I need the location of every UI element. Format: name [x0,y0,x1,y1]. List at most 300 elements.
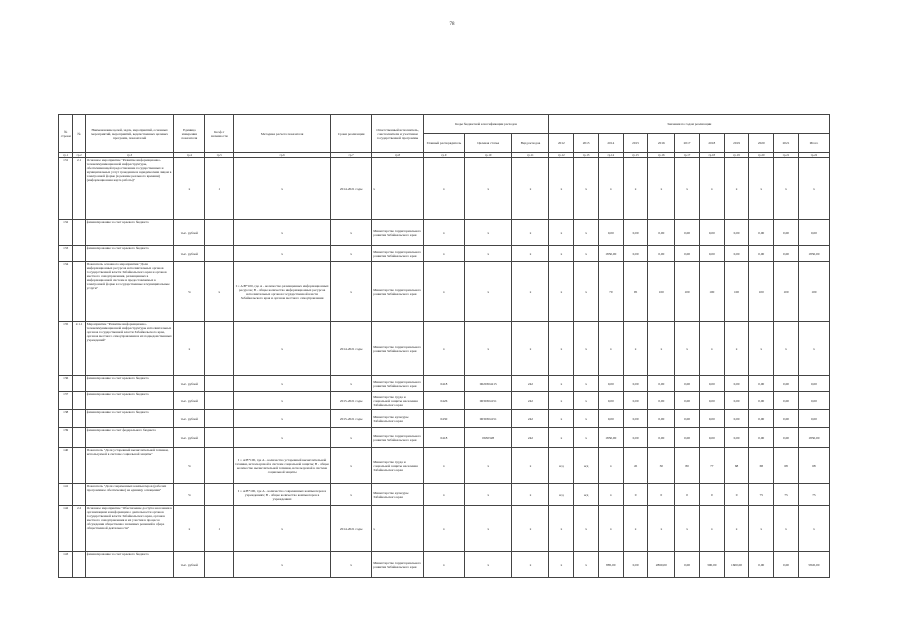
row-unit: тыс. рублей [174,376,205,392]
row-year-value: х [574,246,599,262]
row-year-value: х [749,506,774,552]
header-year: 2018 [699,134,724,153]
row-name: финансирование за счет краевого бюджета [85,220,174,246]
row-name: Показатель основного мероприятия "Доля информационных ресурсов исполнительных органов государственной власти Забайкальского края и органов местного самоуправления, размещенных в информационной системе и предоставляемых в электронной форме в государственные и муниципальные услуги" [85,262,174,322]
row-year-value: 68 [798,448,829,484]
row-year-value: 0,00 [699,220,724,246]
header-year-values: Значения по годам реализации [549,115,830,134]
row-budget-article: 0620304215 [464,376,511,392]
row-year-value: 0,00 [598,376,623,392]
row-coefficient [205,448,234,484]
column-number: гр.11 [512,153,549,158]
row-year-value: 75 [798,484,829,506]
row-year-value: 0 [724,484,749,506]
item-number: 2.1 [73,158,85,220]
row-year-value: 0,00 [598,410,623,428]
row-coefficient [205,376,234,392]
row-name: финансирование за счет краевого бюджета [85,552,174,578]
row-name: финансирование за счет краевого бюджета [85,376,174,392]
row-year-value: 75 [749,484,774,506]
row-year-value: 100 [774,262,799,322]
row-year-value: 0,00 [774,410,799,428]
row-method: х [234,506,331,552]
row-year-value: х [798,322,829,376]
row-year-value: 0,00 [749,552,774,578]
row-year-value: х [549,262,574,322]
row-year-value: 68 [774,448,799,484]
row-year-value: 1850,00 [798,246,829,262]
column-number: гр.19 [724,153,749,158]
header-budget-codes: Коды бюджетной классификации расходов [423,115,549,134]
row-year-value: н/д [574,448,599,484]
item-number [73,428,85,448]
row-budget-admin: х [423,158,464,220]
row-year-value: 100 [798,262,829,322]
row-year-value: 100 [699,262,724,322]
row-year-value: х [549,410,574,428]
row-year-value: х [549,322,574,376]
header-row-1 [59,115,830,134]
row-term: х [331,246,372,262]
row-year-value: х [598,484,623,506]
row-number: 138 [59,410,73,428]
column-number: гр.21 [774,153,799,158]
table-row [59,220,830,246]
row-budget-expense-type: 242 [512,392,549,410]
row-method: х [234,552,331,578]
row-year-value: 0,00 [749,392,774,410]
row-number: 136 [59,376,73,392]
row-year-value: 0,00 [699,376,724,392]
row-term: 2014-2021 годы [331,322,372,376]
column-number: гр.12 [549,153,574,158]
row-year-value: х [675,506,700,552]
row-name: Основное мероприятие "Развитие информационно-телекоммуникационной инфраструктуры, обеспечивающей предоставление государственных и муниципальных услуг гражданам и юридическим лицам в электронной форме (в режиме реального времени) (информационная карта работы)" [85,158,174,220]
row-year-value: х [724,506,749,552]
row-year-value: 0,00 [648,410,675,428]
row-coefficient [205,322,234,376]
row-year-value: 0,00 [724,428,749,448]
table-row [59,392,830,410]
row-year-value: х [574,322,599,376]
row-name: финансирование за счет федерального бюджета [85,428,174,448]
table-row [59,448,830,484]
row-budget-article: х [464,448,511,484]
row-unit: х [174,322,205,376]
row-year-value: 0,00 [675,392,700,410]
program-table-wrapper [58,114,830,634]
row-year-value: 0,00 [623,376,648,392]
row-name: финансирование за счет краевого бюджета [85,392,174,410]
header-row-number: № строки [59,115,73,153]
row-method: х [234,246,331,262]
table-row [59,428,830,448]
row-year-value: х [648,322,675,376]
row-budget-expense-type: х [512,158,549,220]
row-number: 132 [59,220,73,246]
row-number: 142 [59,506,73,552]
row-year-value: х [574,392,599,410]
header-year: Итого [798,134,829,153]
row-year-value: 0,00 [724,410,749,428]
row-term: х [331,428,372,448]
row-term: х [331,262,372,322]
column-number: гр.18 [699,153,724,158]
row-year-value: 0 [699,484,724,506]
row-year-value: 0,00 [623,410,648,428]
row-year-value: 77 [699,448,724,484]
row-year-value: 68 [749,448,774,484]
row-executor: х [372,158,424,220]
header-year: 2021 [774,134,799,153]
row-year-value: 0,00 [724,220,749,246]
row-year-value: 1600,00 [724,552,749,578]
row-budget-expense-type: х [512,220,549,246]
row-budget-expense-type: х [512,484,549,506]
row-year-value: 68 [724,448,749,484]
row-budget-expense-type: х [512,262,549,322]
row-budget-expense-type: х [512,322,549,376]
row-year-value: 0,00 [675,552,700,578]
row-coefficient: 1 [205,506,234,552]
row-budget-expense-type: х [512,448,549,484]
row-year-value: х [598,322,623,376]
row-year-value: 0,00 [774,376,799,392]
row-year-value: 0,00 [699,410,724,428]
row-year-value: х [598,448,623,484]
row-year-value: х [774,506,799,552]
row-number: 139 [59,428,73,448]
row-number: 135 [59,322,73,376]
row-budget-admin: 0418 [423,428,464,448]
row-year-value: н/д [549,448,574,484]
row-name: Показатель "Доля современных компьютеров (рабочих программное обеспечение) на единицу оснащения" [85,484,174,506]
row-name: финансирование за счет краевого бюджета [85,410,174,428]
row-budget-admin: 0418 [423,376,464,392]
row-budget-expense-type: х [512,246,549,262]
row-budget-article: х [464,506,511,552]
column-number: гр.22 [798,153,829,158]
row-coefficient: 1 [205,158,234,220]
row-budget-article: х [464,552,511,578]
row-number: 131 [59,158,73,220]
table-row [59,158,830,220]
header-year: 2013 [574,134,599,153]
row-budget-admin: х [423,448,464,484]
row-year-value: 0,00 [675,376,700,392]
row-executor: Министерство территориального развития Забайкальского края [372,220,424,246]
column-number: гр.14 [598,153,623,158]
row-method: I = А/В*100, где А - количество размещенных информационных ресурсов; В - общее количество информационных ресурсов исполнительных органов государственной власти Забайкальского края и органов местного самоуправления [234,262,331,322]
row-year-value: 0,00 [648,376,675,392]
row-year-value: х [574,428,599,448]
row-year-value: 0,00 [699,246,724,262]
row-executor: Министерство территориального развития Забайкальского края [372,262,424,322]
row-number: 143 [59,552,73,578]
row-method: х [234,322,331,376]
table-row [59,552,830,578]
header-year: 2016 [648,134,675,153]
row-year-value: х [623,158,648,220]
row-year-value: х [699,158,724,220]
row-year-value: 0,00 [699,428,724,448]
item-number [73,410,85,428]
row-year-value: 0 [623,484,648,506]
row-year-value: н/д [549,484,574,506]
row-year-value: х [549,158,574,220]
row-executor: Министерство территориального развития Забайкальского края [372,552,424,578]
row-method: х [234,376,331,392]
row-year-value: х [798,506,829,552]
row-year-value: 0,00 [774,552,799,578]
column-number: гр.20 [749,153,774,158]
item-number [73,392,85,410]
row-year-value: 0,00 [648,246,675,262]
row-budget-admin: х [423,262,464,322]
row-method: I = А/В*100, где А - количество современных компьютеров в учреждениях; В - общее количество компьютеров в учреждениях [234,484,331,506]
row-year-value: 0,00 [774,392,799,410]
row-executor: Министерство труда и социальной защиты населения Забайкальского края [372,448,424,484]
row-term: 2014-2021 годы [331,506,372,552]
row-name: Мероприятие "Развитие информационно-телекоммуникационной инфраструктуры исполнительных органов государственной власти Забайкальского края, органов местного самоуправления и их подведомственных учреждений" [85,322,174,376]
row-year-value: х [574,552,599,578]
row-year-value: х [549,246,574,262]
row-year-value: 0,00 [749,246,774,262]
table-row [59,262,830,322]
row-year-value: 0,00 [623,428,648,448]
table-row [59,484,830,506]
row-year-value: 80 [675,448,700,484]
row-year-value: 1850,00 [598,246,623,262]
row-year-value: х [774,322,799,376]
row-unit: тыс. рублей [174,246,205,262]
header-executor: Ответственный исполнитель, соисполнители и участники государственной программы [372,115,424,153]
table-row [59,506,830,552]
program-table-body [59,158,830,578]
row-year-value: 0,00 [623,552,648,578]
row-term: х [331,552,372,578]
row-year-value: х [549,376,574,392]
row-year-value: 70 [598,262,623,322]
row-executor: Министерство труда и социальной защиты населения Забайкальского края [372,392,424,410]
row-coefficient: х [205,262,234,322]
row-year-value: 0,00 [749,428,774,448]
row-year-value: х [774,158,799,220]
row-year-value: 75 [774,484,799,506]
row-year-value: х [798,158,829,220]
row-year-value: 1850,00 [798,428,829,448]
row-year-value: х [675,158,700,220]
row-year-value: 300,00 [699,552,724,578]
row-year-value: х [675,322,700,376]
row-executor: Министерство территориального развития Забайкальского края [372,428,424,448]
row-year-value: 100 [749,262,774,322]
row-year-value: х [549,392,574,410]
row-budget-admin: х [423,506,464,552]
row-year-value: х [574,262,599,322]
row-executor: Министерство территориального развития Забайкальского края [372,376,424,392]
row-method: х [234,428,331,448]
table-row [59,322,830,376]
table-row [59,410,830,428]
header-year: 2019 [724,134,749,153]
column-number: гр.2 [73,153,85,158]
row-year-value: х [574,220,599,246]
row-budget-admin: 0426 [423,392,464,410]
row-budget-admin: х [423,322,464,376]
row-number: 137 [59,392,73,410]
item-number: 2.1.1 [73,322,85,376]
row-year-value: 0,00 [648,392,675,410]
item-number [73,448,85,484]
item-number: 2.2 [73,506,85,552]
column-number: гр.1 [59,153,73,158]
column-number: гр.4 [174,153,205,158]
row-year-value: 0,00 [774,428,799,448]
column-number: гр.8 [372,153,424,158]
row-number: 133 [59,246,73,262]
row-method: I = А/В*100, где А - количество устаревшей вычислительной техники, используемой в системе социальной защиты; В - общее количество вычислительной техники, используемой в системе социальной защиты [234,448,331,484]
row-year-value: х [598,158,623,220]
row-method: х [234,220,331,246]
row-budget-article: 0630304151 [464,410,511,428]
row-year-value: х [574,506,599,552]
row-year-value: х [574,158,599,220]
row-unit: % [174,448,205,484]
row-term: х [331,376,372,392]
row-executor: Министерство культуры Забайкальского края [372,484,424,506]
column-number: гр.6 [234,153,331,158]
row-executor: Министерство территориального развития Забайкальского края [372,322,424,376]
row-year-value: х [549,552,574,578]
item-number [73,246,85,262]
row-year-value: х [623,506,648,552]
row-year-value: 100 [724,262,749,322]
row-budget-article: х [464,158,511,220]
row-year-value: 0,00 [798,376,829,392]
row-year-value: 2860,00 [648,552,675,578]
row-coefficient [205,392,234,410]
header-year: 2014 [598,134,623,153]
row-year-value: 0,00 [623,246,648,262]
row-year-value: 0,00 [648,428,675,448]
row-number: 141 [59,484,73,506]
header-year: 2017 [675,134,700,153]
row-year-value: 0,00 [675,246,700,262]
row-term: х [331,448,372,484]
row-year-value: 100 [648,262,675,322]
row-year-value: 0,00 [724,376,749,392]
item-number [73,484,85,506]
column-number: гр.16 [648,153,675,158]
row-budget-expense-type: 242 [512,410,549,428]
row-method: х [234,410,331,428]
header-budget-admin: Главный распорядитель [423,134,464,153]
row-coefficient [205,428,234,448]
row-budget-article: 0630328 [464,428,511,448]
row-coefficient [205,410,234,428]
header-year: 2012 [549,134,574,153]
row-budget-admin: х [423,220,464,246]
row-unit: % [174,262,205,322]
row-name: финансирование за счет краевого бюджета [85,246,174,262]
row-budget-article: х [464,220,511,246]
row-number: 134 [59,262,73,322]
row-unit: х [174,506,205,552]
row-year-value: х [549,220,574,246]
header-name: Наименование целей, задач, мероприятий, основных мероприятий, мероприятий, ведомственных целевых программ, показателей [85,115,174,153]
row-year-value: 0,00 [798,220,829,246]
column-number: гр.17 [675,153,700,158]
column-number: гр.10 [464,153,511,158]
header-coefficient: Коэф-т значимости [205,115,234,153]
row-year-value: х [724,158,749,220]
row-year-value: х [598,506,623,552]
row-year-value: 0,00 [749,220,774,246]
row-year-value: 30 [648,448,675,484]
row-name: Показатель "Доля устаревшей вычислительной техники, используемой в системе социальной защиты" [85,448,174,484]
row-coefficient [205,484,234,506]
row-executor: Министерство территориального развития Забайкальского края [372,246,424,262]
row-budget-admin: х [423,246,464,262]
row-year-value: 0,00 [798,410,829,428]
row-unit: х [174,158,205,220]
row-name: Основное мероприятие "Обеспечение доступа населения к организациям и информации о деятельности органов государственной власти Забайкальского края, органов местного самоуправления и их участия в процессе обсуждения общественно значимых решений в сфере общественной деятельности" [85,506,174,552]
row-term: х [331,220,372,246]
row-year-value: х [699,506,724,552]
row-budget-expense-type: х [512,506,549,552]
header-item-number: № [73,115,85,153]
row-budget-article: х [464,484,511,506]
row-year-value: 0,00 [699,392,724,410]
row-term: 2015-2021 годы [331,410,372,428]
header-term: Сроки реализации [331,115,372,153]
column-number: гр.15 [623,153,648,158]
header-year: 2020 [749,134,774,153]
row-budget-expense-type: 242 [512,376,549,392]
page-number: 78 [449,22,455,27]
item-number [73,220,85,246]
column-number: гр.7 [331,153,372,158]
row-unit: тыс. рублей [174,410,205,428]
row-year-value: х [574,376,599,392]
row-year-value: 0 [675,484,700,506]
row-unit: тыс. рублей [174,428,205,448]
row-method: х [234,392,331,410]
row-budget-article: х [464,322,511,376]
row-year-value: 0,00 [724,246,749,262]
row-unit: тыс. рублей [174,552,205,578]
row-year-value: 0,00 [648,220,675,246]
row-budget-admin: х [423,484,464,506]
table-row [59,376,830,392]
row-year-value: 0,00 [774,246,799,262]
row-year-value: 0,00 [598,392,623,410]
table-row [59,246,830,262]
item-number [73,552,85,578]
item-number [73,376,85,392]
row-year-value: 0,00 [798,392,829,410]
row-year-value: 95 [623,262,648,322]
row-year-value: х [648,158,675,220]
row-budget-admin: 0430 [423,410,464,428]
row-budget-expense-type: 242 [512,428,549,448]
header-year: 2015 [623,134,648,153]
row-coefficient [205,220,234,246]
row-year-value: 0,00 [774,220,799,246]
row-budget-article: х [464,262,511,322]
row-year-value: 0,00 [598,220,623,246]
